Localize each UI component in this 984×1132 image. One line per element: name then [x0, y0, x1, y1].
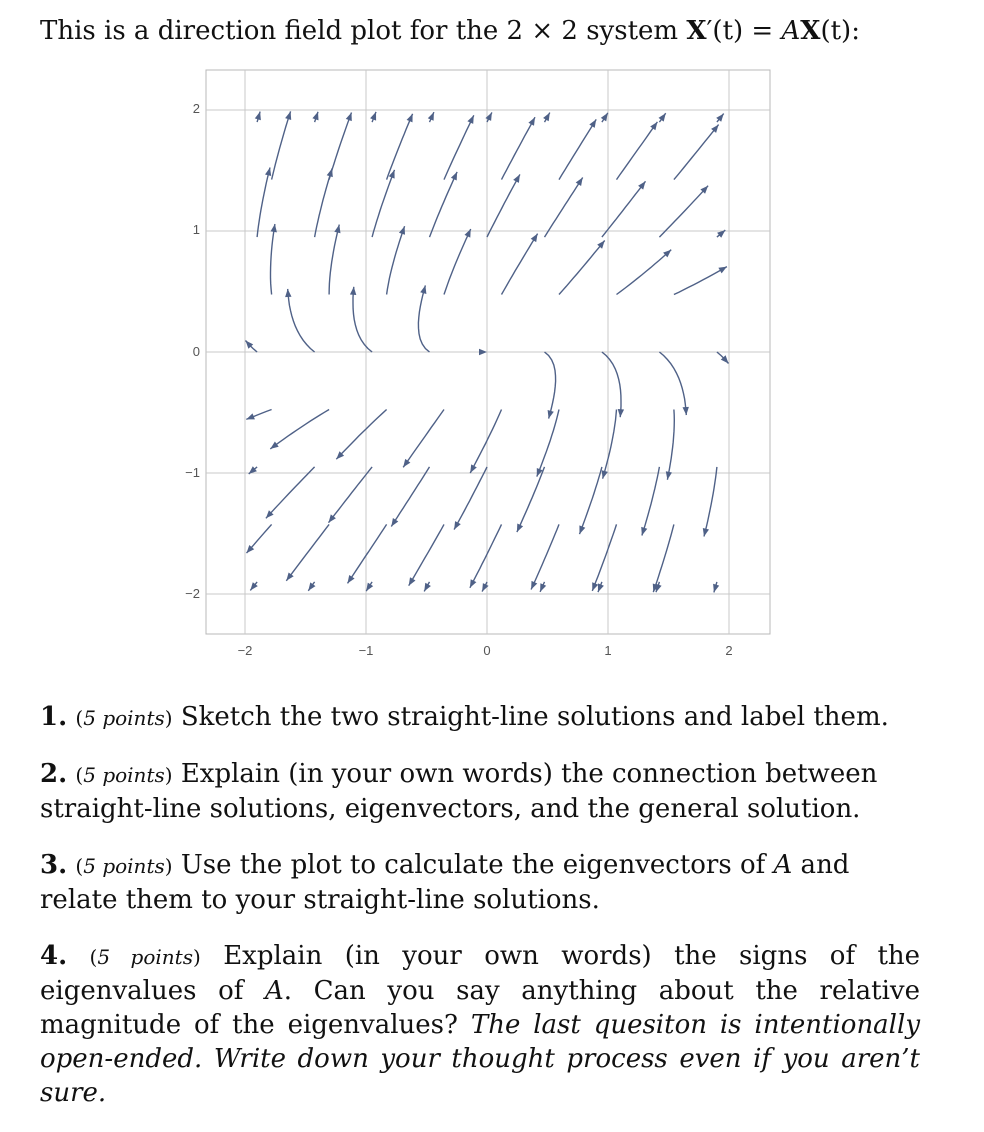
question-text: Use the plot to calculate the eigenvectors of — [180, 850, 774, 880]
intro-sentence — [40, 16, 860, 46]
question-2: 2. (5 points) Explain (in your own words) the connection between straight-line solutions, eigenvectors, and the general solution. — [40, 759, 878, 824]
question-points: 5 points — [83, 763, 165, 787]
y-tick-label: −1 — [185, 465, 200, 480]
question-number: 2. — [40, 759, 68, 789]
x-tick-label: 1 — [604, 643, 612, 658]
y-axis-ticks — [185, 101, 200, 601]
y-tick-label: 2 — [192, 101, 200, 116]
question-number: 3. — [40, 850, 68, 880]
eq-vector-x: X — [686, 16, 707, 46]
matrix-symbol: A — [773, 850, 793, 880]
direction-field-plot — [160, 66, 780, 658]
matrix-symbol: A — [264, 976, 284, 1006]
question-text: Sketch the two straight-line solutions and label them. — [180, 702, 889, 732]
intro-text: This is a direction field plot for the 2 × 2 system — [40, 16, 687, 46]
question-number: 4. — [40, 941, 68, 971]
eq-end: (t): — [820, 16, 860, 46]
question-note: The last quesiton is intentionally open-ended. Write down your thought process even if you aren’t sure. — [40, 1010, 921, 1108]
x-axis-ticks — [238, 643, 733, 658]
y-tick-label: 1 — [192, 222, 200, 237]
x-tick-label: −1 — [358, 643, 374, 658]
question-3: 3. (5 points) Use the plot to calculate the eigenvectors of A and relate them to your straight-line solutions. — [40, 850, 850, 915]
question-points: 5 points — [83, 854, 165, 878]
x-tick-label: −2 — [237, 643, 253, 658]
question-text: and relate them to your straight-line solutions. — [40, 850, 850, 915]
question-text: . Can you say anything about the relative magnitude of the eigenvalues? — [40, 976, 921, 1040]
direction-field-svg — [160, 66, 780, 658]
y-tick-label: −2 — [185, 586, 200, 601]
x-tick-label: 0 — [483, 643, 491, 658]
question-4: 4. (5 points) Explain (in your own words) the signs of the eigenvalues of A. Can you say anything about the relative magnitude of the eigenvalues? The last quesiton is intentionally open-ended. Write down your thought process even if you aren’t sure. — [40, 941, 921, 1108]
eq-vector-x2: X — [800, 16, 821, 46]
question-number: 1. — [40, 702, 68, 732]
question-1: 1. (5 points) Sketch the two straight-line solutions and label them. — [40, 702, 889, 732]
question-text: Explain (in your own words) the connection between straight-line solutions, eigenvectors, and the general solution. — [40, 759, 878, 824]
question-list — [40, 700, 920, 1132]
question-points: 5 points — [97, 945, 193, 969]
eq-matrix-a: A — [781, 16, 801, 46]
question-text: Explain (in your own words) the signs of the eigenvalues of — [40, 941, 921, 1006]
y-tick-label: 0 — [192, 344, 200, 359]
question-points: 5 points — [83, 706, 165, 730]
eq-prime-t: ′(t) = — [706, 16, 782, 46]
x-tick-label: 2 — [725, 643, 733, 658]
